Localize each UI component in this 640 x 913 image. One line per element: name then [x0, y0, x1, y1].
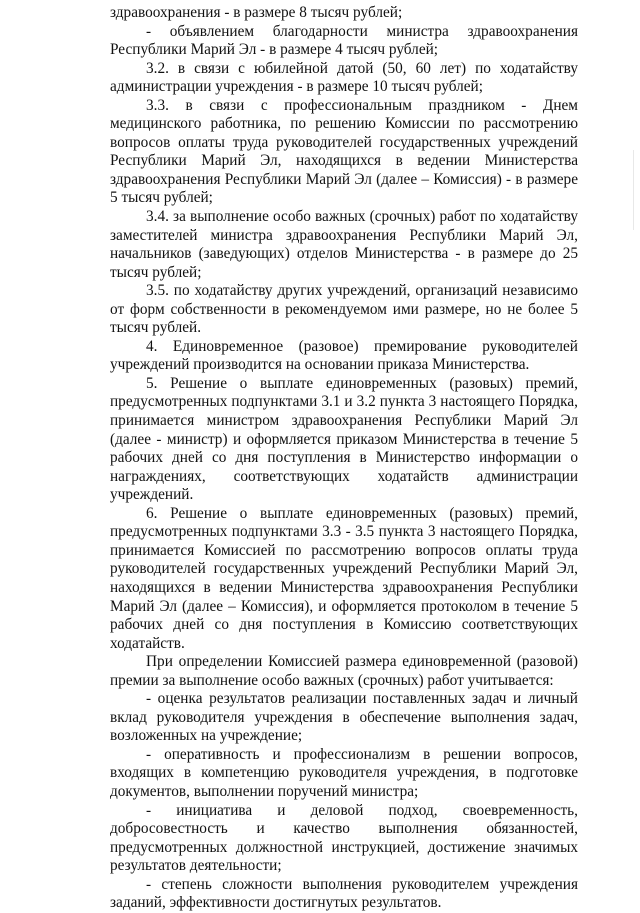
document-page — [110, 4, 578, 913]
paragraph-3-5: 3.5. по ходатайству других учреждений, организаций независимо от форм собственности в рекомендуемом ими размере, но не более 5 тысяч рублей. — [110, 282, 578, 337]
paragraph-6: 6. Решение о выплате единовременных (разовых) премий, предусмотренных подпунктами 3.3 - 3.5 пункта 3 настоящего Порядка, принимается Комиссией по рассмотрению вопросов оплаты труда руководителей государственных учреждений Республики Марий Эл, находящихся в ведении Министерства здравоохранения Республики Марий Эл (далее – Комиссия), и оформляется протоколом в течение 5 рабочих дней со дня поступления в Комиссию соответствующих ходатайств. — [110, 504, 578, 652]
paragraph-criteria-intro: При определении Комиссией размера единовременной (разовой) премии за выполнение особо важных (срочных) работ учитывается: — [110, 653, 578, 689]
paragraph-3-2: 3.2. в связи с юбилейной датой (50, 60 лет) по ходатайству администрации учреждения - в размере 10 тысяч рублей; — [110, 59, 578, 96]
paragraph-3-3: 3.3. в связи с профессиональным праздником - Днем медицинского работника, по решению Комиссии по рассмотрению вопросов оплаты труда руководителей государственных учреждений Республики Марий Эл, находящихся в ведении Министерства здравоохранения Республики Марий Эл (далее – Комиссия) - в размере 5 тысяч рублей; — [110, 96, 578, 207]
paragraph-4: 4. Единовременное (разовое) премирование руководителей учреждений производится на основании приказа Министерства. — [110, 337, 578, 374]
paragraph-continuation: здравоохранения - в размере 8 тысяч рублей; — [110, 4, 403, 21]
scan-edge-mark — [633, 150, 634, 230]
paragraph-criteria-initiative: - инициатива и деловой подход, своевременность, добросовестность и качество выполнения обязанностей, предусмотренных должностной инструкцией, достижение значимых результатов деятельности; — [110, 801, 578, 875]
paragraph-criteria-complexity: - степень сложности выполнения руководителем учреждения заданий, эффективности достигнутых результатов. — [110, 875, 578, 912]
paragraph-criteria-evaluation: - оценка результатов реализации поставленных задач и личный вклад руководителя учреждения в обеспечение выполнения задач, возложенных на учреждение; — [110, 690, 578, 745]
paragraph-5: 5. Решение о выплате единовременных (разовых) премий, предусмотренных подпунктами 3.1 и 3.2 пункта 3 настоящего Порядка, принимается министром здравоохранения Республики Марий Эл (далее - министр) и оформляется приказом Министерства в течение 5 рабочих дней со дня поступления в Министерство информации о награждениях, соответствующих ходатайств администрации учреждений. — [110, 374, 578, 504]
paragraph-item-gratitude: - объявлением благодарности министра здравоохранения Республики Марий Эл - в размере 4 тысяч рублей; — [110, 22, 578, 59]
paragraph-3-4: 3.4. за выполнение особо важных (срочных) работ по ходатайству заместителей министра здравоохранения Республики Марий Эл, начальников (заведующих) отделов Министерства - в размере до 25 тысяч рублей; — [110, 208, 578, 281]
paragraph-criteria-efficiency: - оперативность и профессионализм в решении вопросов, входящих в компетенцию руководителя учреждения, в подготовке документов, выполнении поручений министра; — [110, 745, 578, 800]
